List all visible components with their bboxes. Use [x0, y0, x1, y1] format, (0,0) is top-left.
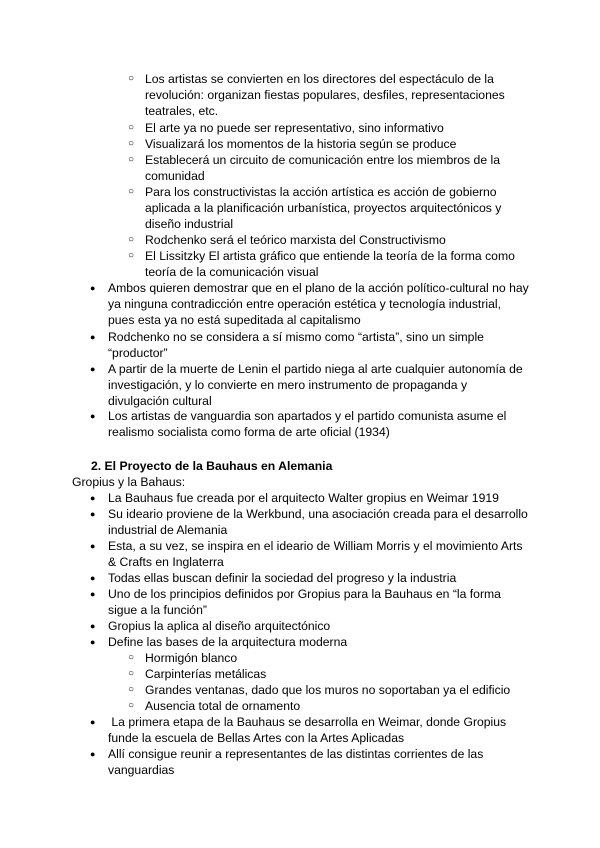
list-item — [108, 538, 523, 570]
text-line: “productor” — [108, 346, 168, 360]
text-line: ● Todas ellas buscan definir la sociedad del progreso y la industria — [108, 571, 457, 585]
text-line: ● Uno de los principios definidos por Gropius para la Bauhaus en “la forma — [108, 587, 501, 601]
text-line: ○ Carpinterías metálicas — [145, 667, 267, 681]
text-line: ○ El Lissitzky El artista gráfico que entiende la teoría de la forma como — [145, 249, 515, 263]
text-line: revolución: organizan fiestas populares, desfiles, representaciones — [145, 88, 505, 102]
list-item — [108, 634, 347, 650]
text-line: ● A partir de la muerte de Lenin el partido niega al arte cualquier autonomía de — [108, 362, 523, 376]
text-line: ● Allí consigue reunir a representantes de las distintas corrientes de las — [108, 747, 484, 761]
list-item — [108, 329, 484, 361]
text-line: vanguardias — [108, 763, 175, 777]
text-line: ● La primera etapa de la Bauhaus se desarrolla en Weimar, donde Gropius — [108, 715, 507, 729]
list-item — [145, 650, 237, 666]
text-line: diseño industrial — [145, 217, 234, 231]
text-line: ○ Para los constructivistas la acción artística es acción de gobierno — [145, 185, 497, 199]
text-line: ○ Grandes ventanas, dado que los muros no soportaban ya el edificio — [145, 683, 511, 697]
list-item — [108, 506, 528, 538]
text-line: ○ Los artistas se convierten en los directores del espectáculo de la — [145, 72, 494, 86]
text-line: ● Gropius la aplica al diseño arquitectónico — [108, 619, 331, 633]
text-line: ○ Rodchenko será el teórico marxista del Constructivismo — [145, 233, 446, 247]
list-item — [145, 232, 446, 248]
list-item — [145, 71, 505, 119]
text-line: aplicada a la planificación urbanística, proyectos arquitectónicos y — [145, 201, 502, 215]
text-line: industrial de Alemania — [108, 523, 228, 537]
list-item — [145, 682, 510, 698]
text-line: ○ Visualizará los momentos de la historia según se produce — [145, 137, 457, 151]
text-line: realismo socialista como forma de arte oficial (1934) — [108, 425, 390, 439]
list-item — [145, 698, 300, 714]
text-line: ○ Establecerá un circuito de comunicación entre los miembros de la — [145, 153, 500, 167]
list-item — [108, 408, 506, 440]
list-item — [108, 361, 523, 409]
list-item — [145, 136, 456, 152]
text-line: teoría de la comunicación visual — [145, 265, 319, 279]
text-line: ○ Hormigón blanco — [145, 651, 238, 665]
list-item — [145, 666, 266, 682]
list-item — [145, 152, 500, 184]
text-line: comunidad — [145, 169, 205, 183]
text-line: ● Define las bases de la arquitectura moderna — [108, 635, 348, 649]
list-item — [108, 586, 501, 618]
list-item — [108, 490, 499, 506]
text-line: ● Ambos quieren demostrar que en el plano de la acción político-cultural no hay — [108, 281, 529, 295]
text-line: ● Esta, a su vez, se inspira en el ideario de William Morris y el movimiento Arts — [108, 539, 523, 553]
text-line: pues esta ya no está supeditada al capitalismo — [108, 313, 361, 327]
list-item — [108, 746, 483, 778]
list-item — [108, 570, 456, 586]
text-line: ○ El arte ya no puede ser representativo, sino informativo — [145, 121, 444, 135]
intro-text: Gropius y la Bahaus: — [72, 475, 186, 489]
text-line: ○ Ausencia total de ornamento — [145, 699, 301, 713]
list-item — [145, 184, 501, 232]
text-line: funde la escuela de Bellas Artes con la Artes Aplicadas — [108, 731, 405, 745]
list-item — [108, 618, 330, 634]
text-line: investigación, y lo convierte en mero instrumento de propaganda y — [108, 378, 468, 392]
list-item — [108, 280, 529, 328]
list-item — [108, 714, 506, 746]
list-item — [145, 120, 444, 136]
text-line: sigue a la función” — [108, 603, 207, 617]
text-line: ● La Bauhaus fue creada por el arquitecto Walter gropius en Weimar 1919 — [108, 491, 499, 505]
section-heading: 2. El Proyecto de la Bauhaus en Alemania — [91, 459, 333, 473]
list-item — [145, 248, 515, 280]
text-line: & Crafts en Inglaterra — [108, 555, 224, 569]
text-line: ● Su ideario proviene de la Werkbund, una asociación creada para el desarrollo — [108, 507, 528, 521]
text-line: divulgación cultural — [108, 394, 212, 408]
text-line: ● Los artistas de vanguardia son apartados y el partido comunista asume el — [108, 409, 507, 423]
text-line: ● Rodchenko no se considera a sí mismo como “artista”, sino un simple — [108, 330, 484, 344]
text-line: teatrales, etc. — [145, 104, 219, 118]
text-line: ya ninguna contradicción entre operación estética y tecnología industrial, — [108, 297, 501, 311]
